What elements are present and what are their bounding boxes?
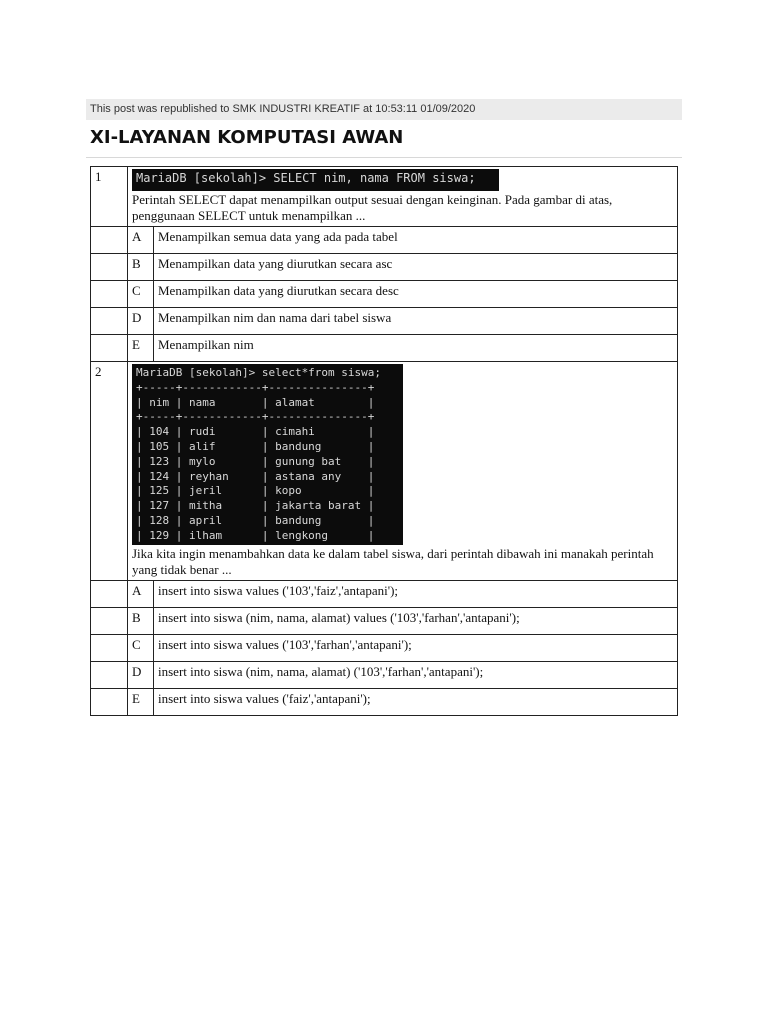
question-row [91, 362, 678, 581]
option-row [91, 662, 678, 689]
republish-banner: This post was republished to SMK INDUSTRI KREATIF at 10:53:11 01/09/2020 [86, 99, 682, 120]
console-line: | 127 | mitha | jakarta barat | [136, 499, 375, 513]
console-screenshot [132, 169, 499, 191]
option-spacer [91, 254, 128, 281]
option-row [91, 308, 678, 335]
console-line: MariaDB [sekolah]> SELECT nim, nama FROM siswa; [136, 171, 476, 185]
option-spacer [91, 581, 128, 608]
option-spacer [91, 689, 128, 716]
console-line: | 123 | mylo | gunung bat | [136, 454, 375, 468]
console-line: +-----+------------+---------------+ [136, 380, 375, 394]
console-line: | nim | nama | alamat | [136, 395, 375, 409]
option-text: Menampilkan nim dan nama dari tabel siswa [154, 308, 678, 335]
option-letter: D [128, 662, 154, 689]
console-line: | 105 | alif | bandung | [136, 439, 375, 453]
option-letter: B [128, 254, 154, 281]
console-line: | 124 | reyhan | astana any | [136, 469, 375, 483]
option-spacer [91, 227, 128, 254]
option-row [91, 581, 678, 608]
option-text: Menampilkan data yang diurutkan secara asc [154, 254, 678, 281]
option-text: Menampilkan data yang diurutkan secara desc [154, 281, 678, 308]
quiz-table [90, 166, 678, 716]
option-text: insert into siswa values ('103','faiz','antapani'); [154, 581, 678, 608]
title-divider [86, 157, 682, 158]
option-letter: A [128, 227, 154, 254]
console-line: | 129 | ilham | lengkong | [136, 528, 375, 542]
option-text: insert into siswa (nim, nama, alamat) ('103','farhan','antapani'); [154, 662, 678, 689]
option-row [91, 608, 678, 635]
console-line: MariaDB [sekolah]> select*from siswa; [136, 366, 382, 379]
option-row [91, 227, 678, 254]
option-row [91, 635, 678, 662]
option-text: insert into siswa values ('103','farhan','antapani'); [154, 635, 678, 662]
option-row [91, 335, 678, 362]
option-spacer [91, 308, 128, 335]
question-number: 2 [91, 362, 128, 581]
option-letter: A [128, 581, 154, 608]
console-line: +-----+------------+---------------+ [136, 410, 375, 424]
option-letter: C [128, 281, 154, 308]
option-text: insert into siswa (nim, nama, alamat) values ('103','farhan','antapani'); [154, 608, 678, 635]
option-spacer [91, 335, 128, 362]
option-row [91, 281, 678, 308]
question-body [128, 167, 678, 227]
question-row [91, 167, 678, 227]
option-spacer [91, 662, 128, 689]
page-title: XI-LAYANAN KOMPUTASI AWAN [90, 127, 404, 148]
option-letter: E [128, 689, 154, 716]
option-letter: C [128, 635, 154, 662]
console-line: | 128 | april | bandung | [136, 513, 375, 527]
question-body [128, 362, 678, 581]
option-letter: D [128, 308, 154, 335]
option-row [91, 254, 678, 281]
option-text: insert into siswa values ('faiz','antapani'); [154, 689, 678, 716]
option-spacer [91, 608, 128, 635]
option-row [91, 689, 678, 716]
option-spacer [91, 281, 128, 308]
option-spacer [91, 635, 128, 662]
option-text: Menampilkan semua data yang ada pada tabel [154, 227, 678, 254]
option-text: Menampilkan nim [154, 335, 678, 362]
question-text: Perintah SELECT dapat menampilkan output sesuai dengan keinginan. Pada gambar di atas, penggunaan SELECT untuk menampilkan ... [132, 192, 613, 223]
console-screenshot [132, 364, 403, 545]
question-text: Jika kita ingin menambahkan data ke dalam tabel siswa, dari perintah dibawah ini manakah perintah yang tidak benar ... [132, 546, 654, 577]
console-line: | 125 | jeril | kopo | [136, 484, 375, 498]
option-letter: B [128, 608, 154, 635]
option-letter: E [128, 335, 154, 362]
console-line: | 104 | rudi | cimahi | [136, 425, 375, 439]
question-number: 1 [91, 167, 128, 227]
